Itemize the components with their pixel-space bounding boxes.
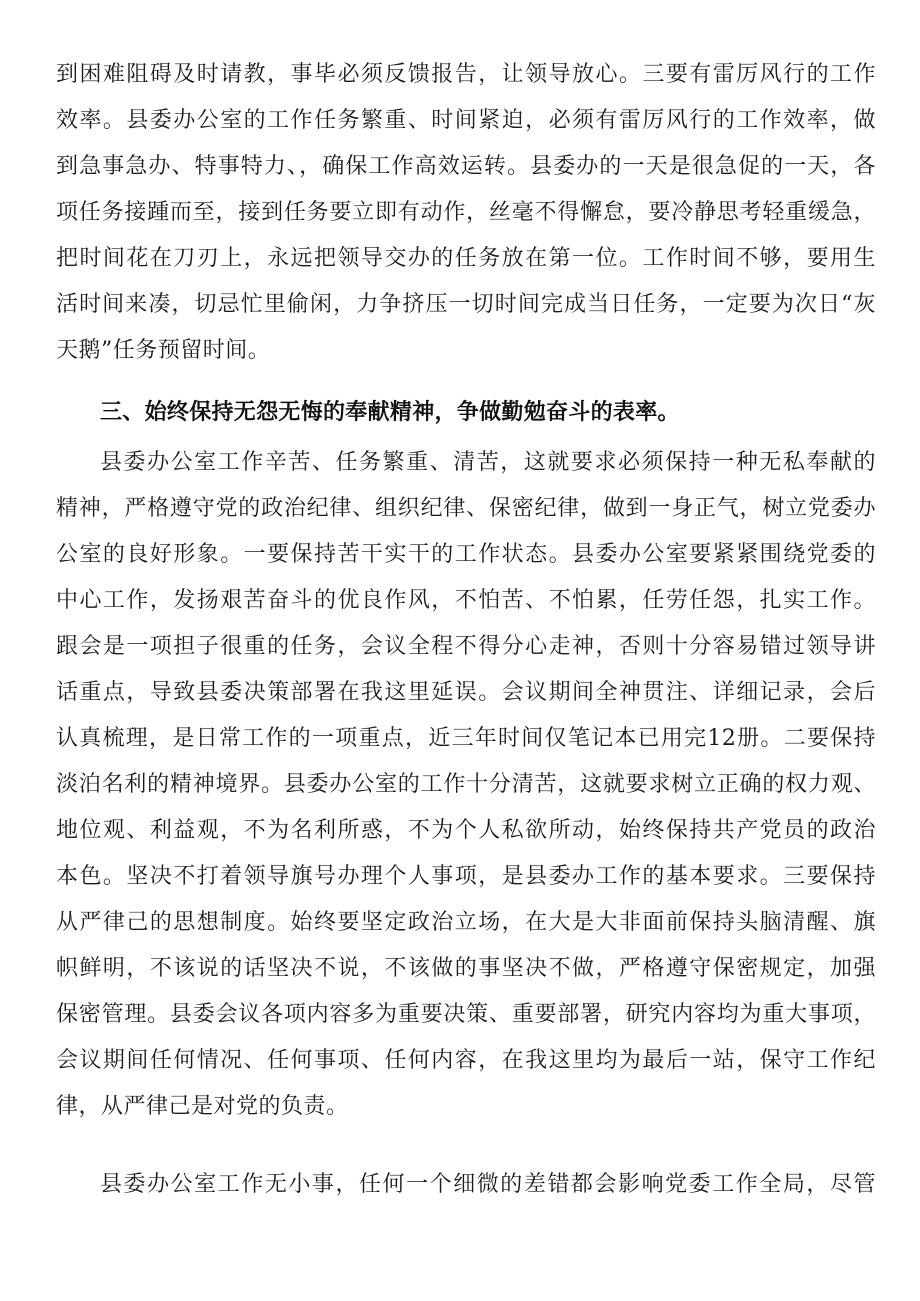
text-line: 精神，严格遵守党的政治纪律、组织纪律、保密纪律，做到一身正气，树立党委办 — [56, 496, 876, 521]
text-line: 话重点，导致县委决策部署在我这里延误。会议期间全神贯注、详细记录，会后 — [56, 680, 876, 705]
text-line: 认真梳理，是日常工作的一项重点，近三年时间仅笔记本已用完12册。二要保持 — [56, 726, 876, 751]
text-line: 保密管理。县委会议各项内容多为重要决策、重要部署，研究内容均为重大事项， — [56, 1002, 876, 1027]
text-line: 本色。坚决不打着领导旗号办理个人事项，是县委办工作的基本要求。三要保持 — [56, 864, 876, 889]
text-line: 把时间花在刀刃上，永远把领导交办的任务放在第一位。工作时间不够，要用生 — [56, 246, 876, 271]
text-line: 县委办公室工作辛苦、任务繁重、清苦，这就要求必须保持一种无私奉献的 — [100, 450, 876, 475]
text-line: 公室的良好形象。一要保持苦干实干的工作状态。县委办公室要紧紧围绕党委的 — [56, 542, 876, 567]
text-line: 天鹅”任务预留时间。 — [56, 338, 271, 363]
text-line: 帜鲜明，不该说的话坚决不说，不该做的事坚决不做，严格遵守保密规定，加强 — [56, 956, 876, 981]
text-line: 效率。县委办公室的工作任务繁重、时间紧迫，必须有雷厉风行的工作效率，做 — [56, 108, 876, 133]
text-line: 地位观、利益观，不为名利所惑，不为个人私欲所动，始终保持共产党员的政治 — [56, 818, 876, 843]
text-line: 淡泊名利的精神境界。县委办公室的工作十分清苦，这就要求树立正确的权力观、 — [56, 772, 876, 797]
section-heading-three: 三、始终保持无怨无悔的奉献精神，争做勤勉奋斗的表率。 — [100, 400, 680, 425]
paragraph-efficiency — [56, 52, 876, 374]
paragraph-conclusion — [56, 1162, 876, 1208]
text-line: 项任务接踵而至，接到任务要立即有动作，丝毫不得懈怠，要冷静思考轻重缓急， — [56, 200, 876, 225]
text-line: 到困难阻碍及时请教，事毕必须反馈报告，让领导放心。三要有雷厉风行的工作 — [56, 62, 876, 87]
paragraph-dedication — [56, 440, 876, 1130]
text-line: 中心工作，发扬艰苦奋斗的优良作风，不怕苦、不怕累，任劳任怨，扎实工作。 — [56, 588, 876, 613]
text-line: 活时间来凑，切忌忙里偷闲，力争挤压一切时间完成当日任务，一定要为次日“灰 — [56, 292, 876, 317]
text-line: 会议期间任何情况、任何事项、任何内容，在我这里均为最后一站，保守工作纪 — [56, 1048, 876, 1073]
text-line: 律，从严律己是对党的负责。 — [56, 1094, 349, 1119]
text-line: 跟会是一项担子很重的任务，会议全程不得分心走神，否则十分容易错过领导讲 — [56, 634, 876, 659]
text-line: 到急事急办、特事特力、，确保工作高效运转。县委办的一天是很急促的一天，各 — [56, 154, 876, 179]
text-line: 县委办公室工作无小事，任何一个细微的差错都会影响党委工作全局，尽管 — [100, 1172, 876, 1197]
text-line: 从严律己的思想制度。始终要坚定政治立场，在大是大非面前保持头脑清醒、旗 — [56, 910, 876, 935]
